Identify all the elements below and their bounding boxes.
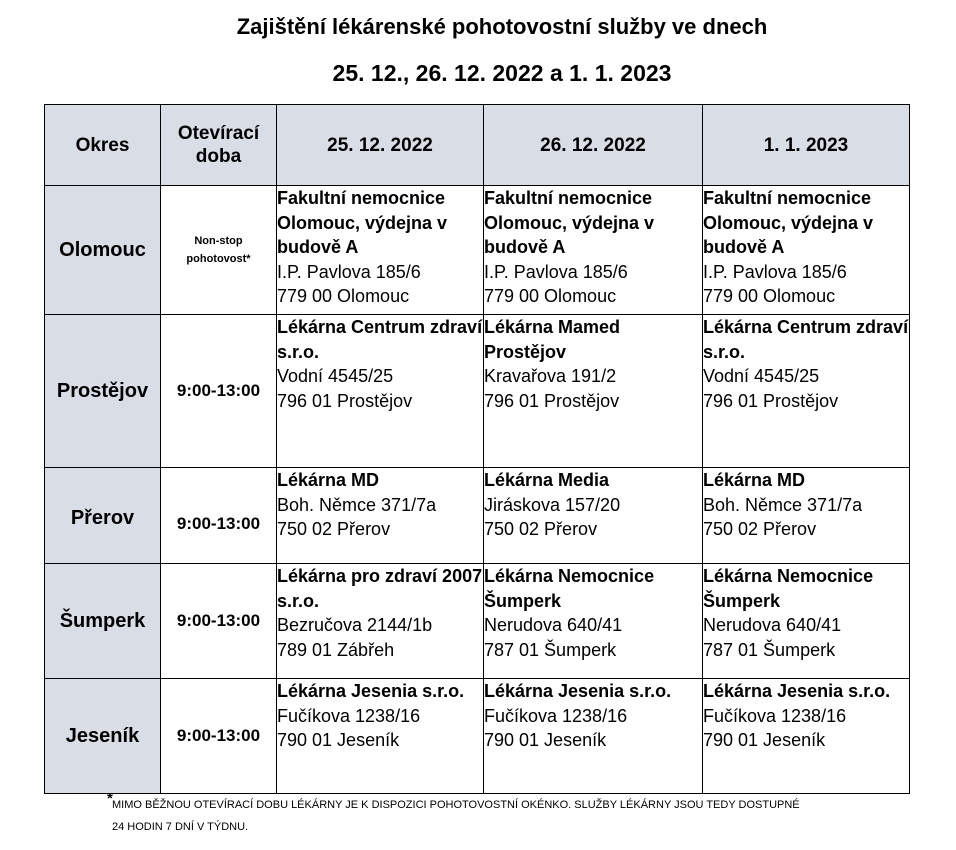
pharmacy-street: I.P. Pavlova 185/6	[703, 261, 847, 282]
hours-cell: 9:00-13:00	[161, 468, 277, 564]
pharmacy-city: 790 01 Jeseník	[277, 730, 400, 750]
pharmacy-street: Bezručova 2144/1b	[277, 615, 433, 635]
okres-cell: Jeseník	[45, 679, 161, 794]
pharmacy-cell	[484, 468, 703, 564]
table-row	[45, 315, 910, 468]
pharmacy-name: Lékárna Mamed Prostějov	[484, 317, 621, 362]
okres-cell: Šumperk	[45, 564, 161, 679]
pharmacy-name: Fakultní nemocnice Olomouc, výdejna v budově A	[703, 188, 874, 257]
pharmacy-cell	[277, 679, 484, 794]
pharmacy-city: 796 01 Prostějov	[277, 390, 413, 411]
pharmacy-street: I.P. Pavlova 185/6	[484, 261, 628, 282]
pharmacy-city: 750 02 Přerov	[277, 519, 391, 539]
header-okres: Okres	[45, 105, 161, 186]
okres-cell: Přerov	[45, 468, 161, 564]
table-row	[45, 679, 910, 794]
pharmacy-city: 796 01 Prostějov	[484, 390, 620, 411]
pharmacy-city: 796 01 Prostějov	[703, 390, 839, 411]
table-row	[45, 186, 910, 315]
pharmacy-cell	[703, 315, 910, 468]
pharmacy-city: 779 00 Olomouc	[703, 286, 836, 306]
table-row	[45, 468, 910, 564]
pharmacy-street: Kravařova 191/2	[484, 366, 617, 386]
header-row	[45, 105, 910, 186]
pharmacy-cell	[703, 186, 910, 315]
pharmacy-name: Lékárna Nemocnice Šumperk	[484, 566, 655, 611]
header-oteviraci-line1: Otevírací	[177, 123, 260, 144]
pharmacy-city: 750 02 Přerov	[484, 519, 598, 539]
pharmacy-name: Lékárna Centrum zdraví s.r.o.	[703, 317, 909, 362]
pharmacy-street: Vodní 4545/25	[277, 366, 394, 386]
pharmacy-city: 787 01 Šumperk	[703, 639, 836, 660]
footnote-asterisk: *	[107, 790, 113, 807]
hours-cell	[161, 186, 277, 315]
pharmacy-street: Boh. Němce 371/7a	[277, 494, 437, 515]
pharmacy-name: Fakultní nemocnice Olomouc, výdejna v budově A	[484, 188, 655, 257]
pharmacy-name: Lékárna MD	[703, 470, 806, 490]
pharmacy-cell	[277, 315, 484, 468]
pharmacy-cell	[703, 564, 910, 679]
pharmacy-cell	[703, 679, 910, 794]
pharmacy-cell	[277, 564, 484, 679]
pharmacy-city: 779 00 Olomouc	[484, 286, 617, 306]
pharmacy-street: I.P. Pavlova 185/6	[277, 261, 421, 282]
pharmacy-city: 789 01 Zábřeh	[277, 639, 395, 660]
pharmacy-name: Lékárna Jesenia s.r.o.	[703, 681, 891, 701]
pharmacy-name: Lékárna Jesenia s.r.o.	[484, 681, 672, 701]
pharmacy-street: Fučíkova 1238/16	[703, 705, 847, 726]
pharmacy-schedule-table	[44, 104, 910, 794]
hours-cell: 9:00-13:00	[161, 564, 277, 679]
header-oteviraci-doba	[161, 105, 277, 186]
pharmacy-name: Lékárna Jesenia s.r.o.	[277, 681, 465, 701]
pharmacy-cell	[484, 679, 703, 794]
hours-cell: 9:00-13:00	[161, 315, 277, 468]
pharmacy-name: Lékárna Media	[484, 470, 610, 490]
pharmacy-cell	[277, 186, 484, 315]
pharmacy-name: Fakultní nemocnice Olomouc, výdejna v budově A	[277, 188, 448, 257]
pharmacy-city: 787 01 Šumperk	[484, 639, 617, 660]
pharmacy-cell	[484, 186, 703, 315]
pharmacy-street: Vodní 4545/25	[703, 366, 820, 386]
pharmacy-city: 790 01 Jeseník	[484, 730, 607, 750]
pharmacy-street: Nerudova 640/41	[703, 615, 842, 635]
pharmacy-city: 790 01 Jeseník	[703, 730, 826, 750]
pharmacy-name: Lékárna Nemocnice Šumperk	[703, 566, 874, 611]
header-day-1: 25. 12. 2022	[277, 105, 484, 186]
pharmacy-street: Nerudova 640/41	[484, 615, 623, 635]
page-subtitle-dates: 25. 12., 26. 12. 2022 a 1. 1. 2023	[332, 60, 672, 86]
pharmacy-cell	[277, 468, 484, 564]
pharmacy-name: Lékárna pro zdraví 2007 s.r.o.	[277, 566, 483, 611]
hours-line2: pohotovost*	[186, 253, 251, 265]
okres-cell: Prostějov	[45, 315, 161, 468]
hours-line1: Non-stop	[194, 235, 243, 247]
footnote	[107, 790, 892, 838]
pharmacy-street: Boh. Němce 371/7a	[703, 494, 863, 515]
pharmacy-cell	[484, 315, 703, 468]
pharmacy-city: 779 00 Olomouc	[277, 286, 410, 306]
table-row	[45, 564, 910, 679]
pharmacy-street: Fučíkova 1238/16	[484, 705, 628, 726]
hours-cell: 9:00-13:00	[161, 679, 277, 794]
pharmacy-city: 750 02 Přerov	[703, 519, 817, 539]
pharmacy-name: Lékárna Centrum zdraví s.r.o.	[277, 317, 483, 362]
header-oteviraci-line2: doba	[195, 146, 242, 167]
footnote-line1: MIMO BĚŽNOU OTEVÍRACÍ DOBU LÉKÁRNY JE K DISPOZICI POHOTOVOSTNÍ OKÉNKO. SLUŽBY LÉKÁRNY JSOU TEDY DOSTUPNÉ	[112, 799, 800, 811]
pharmacy-street: Fučíkova 1238/16	[277, 705, 421, 726]
footnote-line2: 24 HODIN 7 DNÍ V TÝDNU.	[112, 821, 249, 833]
pharmacy-street: Jiráskova 157/20	[484, 494, 621, 515]
header-day-3: 1. 1. 2023	[703, 105, 910, 186]
pharmacy-name: Lékárna MD	[277, 470, 380, 490]
header-day-2: 26. 12. 2022	[484, 105, 703, 186]
pharmacy-cell	[484, 564, 703, 679]
page-title: Zajištění lékárenské pohotovostní služby ve dnech	[236, 14, 768, 39]
pharmacy-cell	[703, 468, 910, 564]
okres-cell: Olomouc	[45, 186, 161, 315]
